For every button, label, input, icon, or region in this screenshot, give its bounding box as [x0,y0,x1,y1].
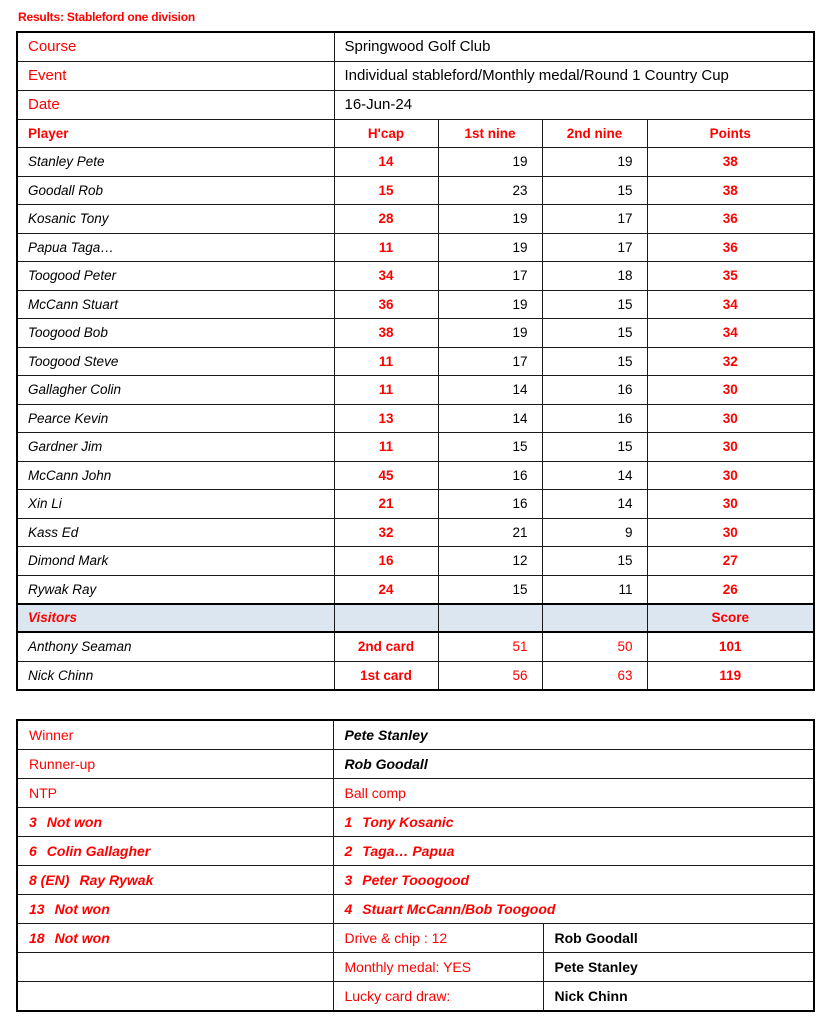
prize-row [17,865,814,894]
ntp-entry [17,807,333,836]
prize-row [17,807,814,836]
second-nine-cell: 14 [542,461,647,490]
ntp-label: NTP [17,778,333,807]
ntp-result: Not won [54,930,110,947]
first-nine-cell: 19 [438,233,542,262]
second-nine-cell: 15 [542,319,647,348]
drive-chip-winner: Rob Goodall [543,924,814,953]
ballcomp-entry [333,895,814,924]
column-header-2nd-nine: 2nd nine [542,119,647,148]
first-nine-cell: 23 [438,176,542,205]
visitors-empty-cell [334,604,438,633]
visitor-name-cell: Nick Chinn [17,661,334,690]
visitor-row [17,661,814,690]
ballcomp-winner: Tony Kosanic [362,813,454,830]
course-value: Springwood Golf Club [334,32,814,61]
hcap-cell: 13 [334,404,438,433]
hcap-cell: 11 [334,233,438,262]
second-nine-cell: 15 [542,290,647,319]
player-name-cell: Pearce Kevin [17,404,334,433]
visitor-card-cell: 1st card [334,661,438,690]
player-row [17,461,814,490]
points-cell: 36 [647,233,814,262]
player-row [17,490,814,519]
ntp-entry [17,895,333,924]
player-name-cell: McCann John [17,461,334,490]
points-cell: 32 [647,347,814,376]
ballcomp-place-number: 1 [344,813,353,830]
ntp-result: Not won [54,901,110,918]
second-nine-cell: 15 [542,547,647,576]
empty-cell [17,953,333,982]
points-cell: 34 [647,319,814,348]
event-row [17,61,814,90]
second-nine-cell: 19 [542,148,647,177]
player-row [17,433,814,462]
results-header-row [17,119,814,148]
visitor-row [17,632,814,661]
player-row [17,290,814,319]
runnerup-row [17,749,814,778]
visitor-score-cell: 101 [647,632,814,661]
points-cell: 30 [647,433,814,462]
player-name-cell: Goodall Rob [17,176,334,205]
player-row [17,205,814,234]
lucky-card-label: Lucky card draw: [333,982,543,1011]
player-row [17,547,814,576]
player-name-cell: Xin Li [17,490,334,519]
first-nine-cell: 14 [438,376,542,405]
ntp-result: Not won [46,813,103,830]
hcap-cell: 24 [334,575,438,604]
ballcomp-entry [333,807,814,836]
ballcomp-winner: Taga… Papua [362,842,455,859]
visitor-first-nine-cell: 51 [438,632,542,661]
points-cell: 38 [647,176,814,205]
player-name-cell: Kass Ed [17,518,334,547]
ballcomp-place-number: 2 [344,842,353,859]
player-name-cell: Kosanic Tony [17,205,334,234]
second-nine-cell: 16 [542,376,647,405]
winner-label: Winner [17,720,333,749]
points-cell: 27 [647,547,814,576]
results-table [16,31,815,691]
date-value: 16-Jun-24 [334,90,814,119]
player-name-cell: Rywak Ray [17,575,334,604]
second-nine-cell: 15 [542,347,647,376]
prize-row [17,836,814,865]
points-cell: 38 [647,148,814,177]
player-row [17,404,814,433]
points-cell: 36 [647,205,814,234]
column-header-points: Points [647,119,814,148]
player-name-cell: Papua Taga… [17,233,334,262]
ntp-entry [17,836,333,865]
second-nine-cell: 18 [542,262,647,291]
first-nine-cell: 14 [438,404,542,433]
second-nine-cell: 11 [542,575,647,604]
ntp-hole-number: 3 [29,813,37,830]
points-cell: 30 [647,404,814,433]
points-cell: 30 [647,376,814,405]
hcap-cell: 38 [334,319,438,348]
hcap-cell: 11 [334,376,438,405]
visitor-score-cell: 119 [647,661,814,690]
column-header-1st-nine: 1st nine [438,119,542,148]
player-name-cell: Toogood Steve [17,347,334,376]
second-nine-cell: 15 [542,176,647,205]
prize-row [17,895,814,924]
player-row [17,347,814,376]
first-nine-cell: 19 [438,290,542,319]
first-nine-cell: 15 [438,433,542,462]
course-label: Course [17,32,334,61]
page-title: Results: Stableford one division [18,10,195,24]
prize-row [17,924,814,953]
ballcomp-winner: Stuart McCann/Bob Toogood [362,901,556,918]
points-cell: 34 [647,290,814,319]
hcap-cell: 11 [334,433,438,462]
player-name-cell: Toogood Peter [17,262,334,291]
lucky-card-winner: Nick Chinn [543,982,814,1011]
drive-chip-label: Drive & chip : 12 [333,924,543,953]
hcap-cell: 15 [334,176,438,205]
winner-row [17,720,814,749]
visitor-second-nine-cell: 50 [542,632,647,661]
player-name-cell: Gallagher Colin [17,376,334,405]
visitors-label: Visitors [17,604,334,633]
player-name-cell: Toogood Bob [17,319,334,348]
visitors-score-header: Score [647,604,814,633]
hcap-cell: 16 [334,547,438,576]
prize-row [17,982,814,1011]
ntp-entry [17,865,333,894]
date-label: Date [17,90,334,119]
first-nine-cell: 16 [438,490,542,519]
player-name-cell: Stanley Pete [17,148,334,177]
column-header-player: Player [17,119,334,148]
player-name-cell: McCann Stuart [17,290,334,319]
monthly-medal-label: Monthly medal: YES [333,953,543,982]
first-nine-cell: 19 [438,148,542,177]
player-row [17,376,814,405]
points-cell: 30 [647,518,814,547]
winner-value: Pete Stanley [333,720,814,749]
ntp-hole-number: 8 (EN) [29,872,70,889]
player-name-cell: Gardner Jim [17,433,334,462]
first-nine-cell: 12 [438,547,542,576]
visitors-empty-cell [438,604,542,633]
second-nine-cell: 14 [542,490,647,519]
player-row [17,176,814,205]
first-nine-cell: 21 [438,518,542,547]
player-row [17,262,814,291]
ntp-ballcomp-header-row [17,778,814,807]
first-nine-cell: 17 [438,262,542,291]
points-cell: 30 [647,461,814,490]
visitors-empty-cell [542,604,647,633]
runnerup-label: Runner-up [17,749,333,778]
first-nine-cell: 16 [438,461,542,490]
hcap-cell: 34 [334,262,438,291]
second-nine-cell: 17 [542,205,647,234]
ballcomp-place-number: 3 [344,872,353,889]
ntp-hole-number: 18 [29,930,45,947]
hcap-cell: 11 [334,347,438,376]
player-row [17,518,814,547]
visitor-card-cell: 2nd card [334,632,438,661]
hcap-cell: 14 [334,148,438,177]
first-nine-cell: 15 [438,575,542,604]
first-nine-cell: 19 [438,205,542,234]
empty-cell [17,982,333,1011]
first-nine-cell: 19 [438,319,542,348]
event-label: Event [17,61,334,90]
hcap-cell: 21 [334,490,438,519]
first-nine-cell: 17 [438,347,542,376]
ballcomp-entry [333,836,814,865]
ntp-entry [17,924,333,953]
hcap-cell: 36 [334,290,438,319]
second-nine-cell: 15 [542,433,647,462]
visitor-second-nine-cell: 63 [542,661,647,690]
ballcomp-entry [333,865,814,894]
second-nine-cell: 16 [542,404,647,433]
course-row [17,32,814,61]
column-header-hcap: H'cap [334,119,438,148]
points-cell: 35 [647,262,814,291]
runnerup-value: Rob Goodall [333,749,814,778]
prizes-table [16,719,815,1012]
hcap-cell: 45 [334,461,438,490]
player-row [17,319,814,348]
prize-row [17,953,814,982]
ntp-hole-number: 6 [29,842,37,859]
ballcomp-place-number: 4 [344,901,353,918]
player-row [17,233,814,262]
second-nine-cell: 9 [542,518,647,547]
player-name-cell: Dimond Mark [17,547,334,576]
points-cell: 26 [647,575,814,604]
visitor-name-cell: Anthony Seaman [17,632,334,661]
ntp-result: Colin Gallagher [46,842,151,859]
hcap-cell: 32 [334,518,438,547]
date-row [17,90,814,119]
ballcomp-winner: Peter Tooogood [362,872,470,889]
visitor-first-nine-cell: 56 [438,661,542,690]
ntp-result: Ray Rywak [79,872,154,889]
ballcomp-label: Ball comp [333,778,814,807]
event-value: Individual stableford/Monthly medal/Round 1 Country Cup [334,61,814,90]
second-nine-cell: 17 [542,233,647,262]
ntp-hole-number: 13 [29,901,45,918]
visitors-band-row [17,604,814,633]
points-cell: 30 [647,490,814,519]
player-row [17,575,814,604]
player-row [17,148,814,177]
hcap-cell: 28 [334,205,438,234]
monthly-medal-winner: Pete Stanley [543,953,814,982]
